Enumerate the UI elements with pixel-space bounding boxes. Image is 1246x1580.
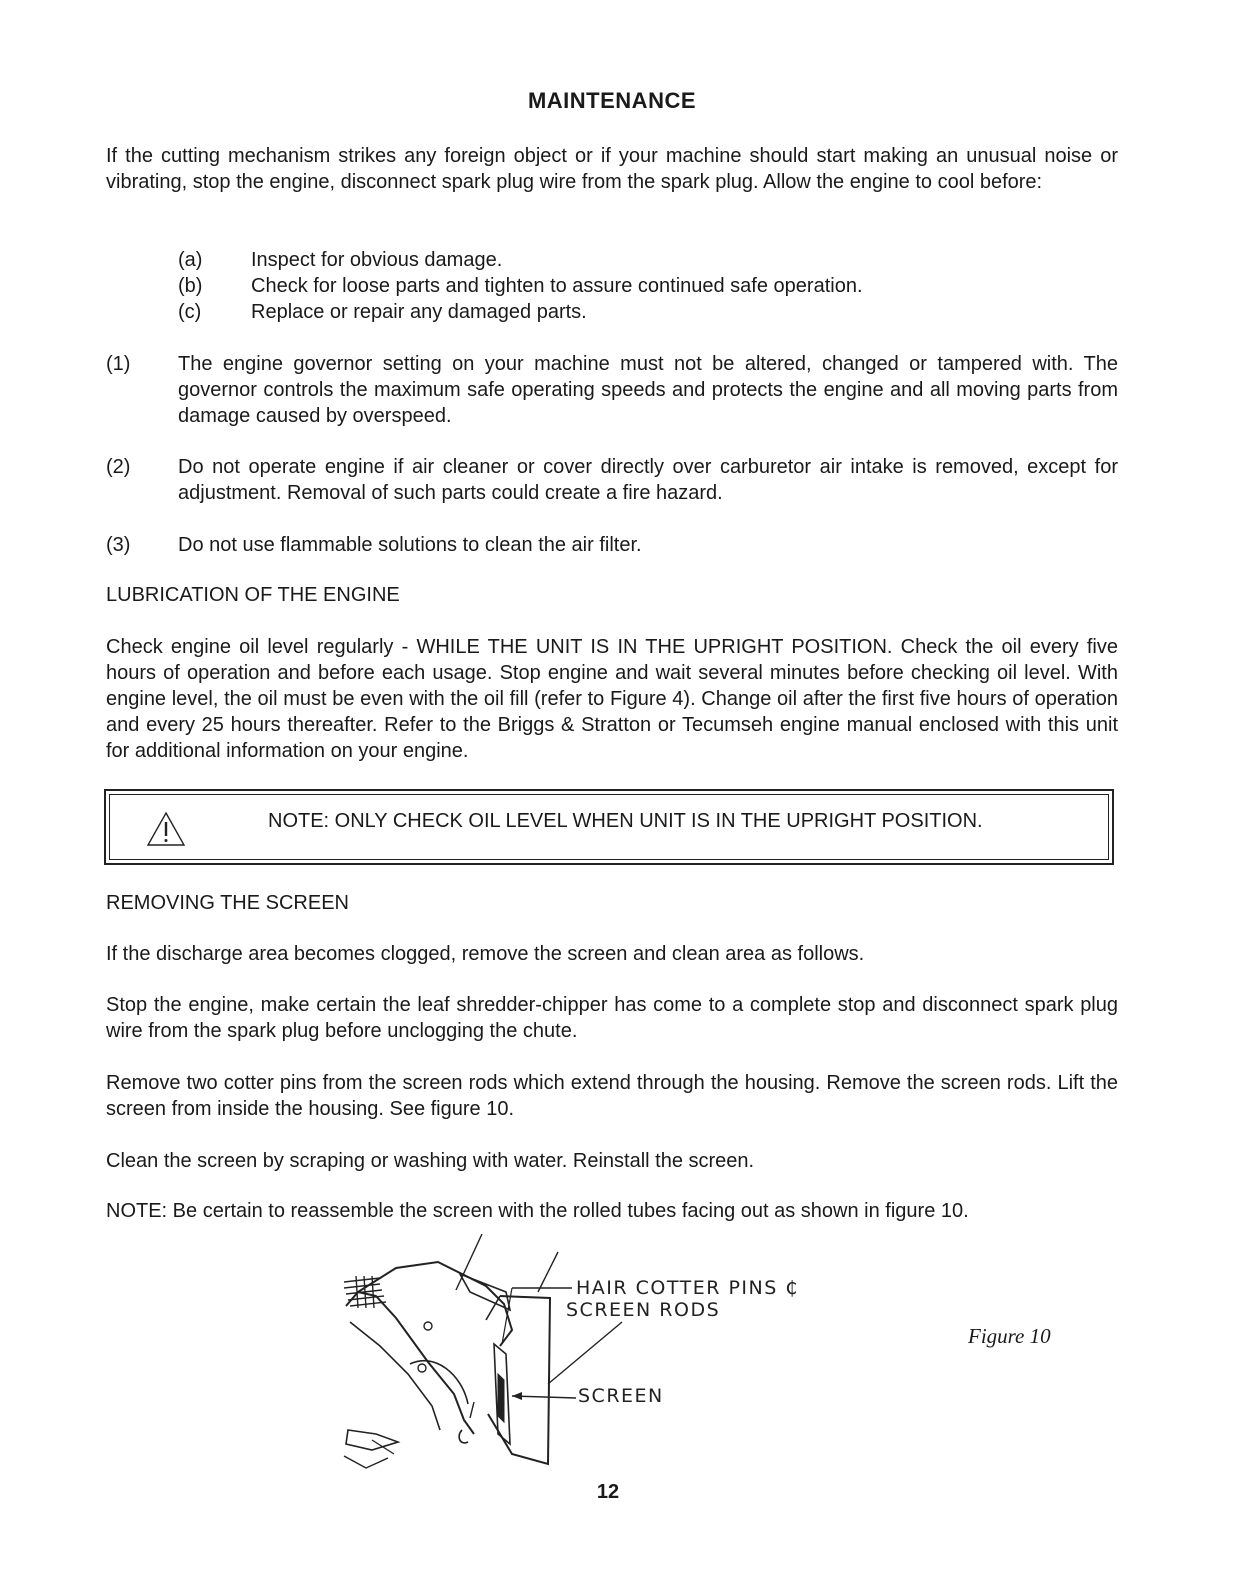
removing-screen-p4: Clean the screen by scraping or washing with water. Reinstall the screen. xyxy=(106,1150,755,1172)
label-hair-cotter-pins: HAIR COTTER PINS ₵ xyxy=(576,1277,799,1299)
sub-item-label: (a) xyxy=(178,249,203,271)
sub-item xyxy=(178,299,587,325)
numbered-item-label: (3) xyxy=(106,534,131,556)
page-title: MAINTENANCE xyxy=(527,88,697,113)
sub-item-text: Check for loose parts and tighten to assure continued safe operation. xyxy=(251,275,863,297)
figure-10-diagram xyxy=(336,1234,816,1474)
intake-grill xyxy=(344,1276,386,1308)
label-screen: SCREEN xyxy=(578,1385,664,1407)
numbered-item-text: The engine governor setting on your machine must not be altered, changed or tampered with. The governor controls the maximum safe operating speeds and protects the engine and all moving parts from damage caused by overspeed. xyxy=(178,353,1118,427)
removing-screen-note: NOTE: Be certain to reassemble the screen with the rolled tubes facing out as shown in figure 10. xyxy=(106,1200,969,1222)
note-text: NOTE: ONLY CHECK OIL LEVEL WHEN UNIT IS IN THE UPRIGHT POSITION. xyxy=(268,810,983,832)
removing-screen-p1: If the discharge area becomes clogged, remove the screen and clean area as follows. xyxy=(106,943,865,965)
lubrication-heading: LUBRICATION OF THE ENGINE xyxy=(106,584,400,606)
oil-note-box xyxy=(104,789,1114,865)
numbered-item xyxy=(106,351,1118,429)
numbered-item-label: (1) xyxy=(106,353,131,375)
numbered-item-text: Do not operate engine if air cleaner or cover directly over carburetor air intake is removed, except for adjustment. Removal of such parts could create a fire hazard. xyxy=(178,456,1118,504)
label-screen-rods: SCREEN RODS xyxy=(566,1299,721,1321)
sub-item-text: Replace or repair any damaged parts. xyxy=(251,301,587,323)
numbered-item-text: Do not use flammable solutions to clean the air filter. xyxy=(178,534,642,556)
removing-screen-heading: REMOVING THE SCREEN xyxy=(106,892,349,914)
sub-item xyxy=(178,247,502,273)
removing-screen-p2: Stop the engine, make certain the leaf shredder-chipper has come to a complete stop and disconnect spark plug wire from the spark plug before unclogging the chute. xyxy=(106,994,1118,1042)
warning-icon xyxy=(146,811,186,847)
sub-item-label: (b) xyxy=(178,275,203,297)
page-number: 12 xyxy=(596,1481,620,1503)
removing-screen-p3: Remove two cotter pins from the screen rods which extend through the housing. Remove the screen rods. Lift the screen from inside the housing. See figure 10. xyxy=(106,1072,1118,1120)
sub-item-text: Inspect for obvious damage. xyxy=(251,249,503,271)
lubrication-paragraph: Check engine oil level regularly - WHILE THE UNIT IS IN THE UPRIGHT POSITION. Check the oil every five hours of operation and before each usage. Stop engine and wait several minutes before checking oil level. With engine level, the oil must be even with the oil fill (refer to Figure 4). Change oil after the first five hours of operation and every 25 hours thereafter. Refer to the Briggs & Stratton or Tecumseh engine manual enclosed with this unit for additional information on your engine. xyxy=(106,636,1118,762)
sub-item xyxy=(178,273,863,299)
numbered-item xyxy=(106,532,1118,558)
numbered-item xyxy=(106,454,1118,506)
numbered-item-label: (2) xyxy=(106,456,131,478)
figure-caption: Figure 10 xyxy=(968,1324,1051,1348)
intro-paragraph: If the cutting mechanism strikes any foreign object or if your machine should start making an unusual noise or vibrating, stop the engine, disconnect spark plug wire from the spark plug. Allow the engine to cool before: xyxy=(106,145,1118,193)
sub-item-label: (c) xyxy=(178,301,202,323)
